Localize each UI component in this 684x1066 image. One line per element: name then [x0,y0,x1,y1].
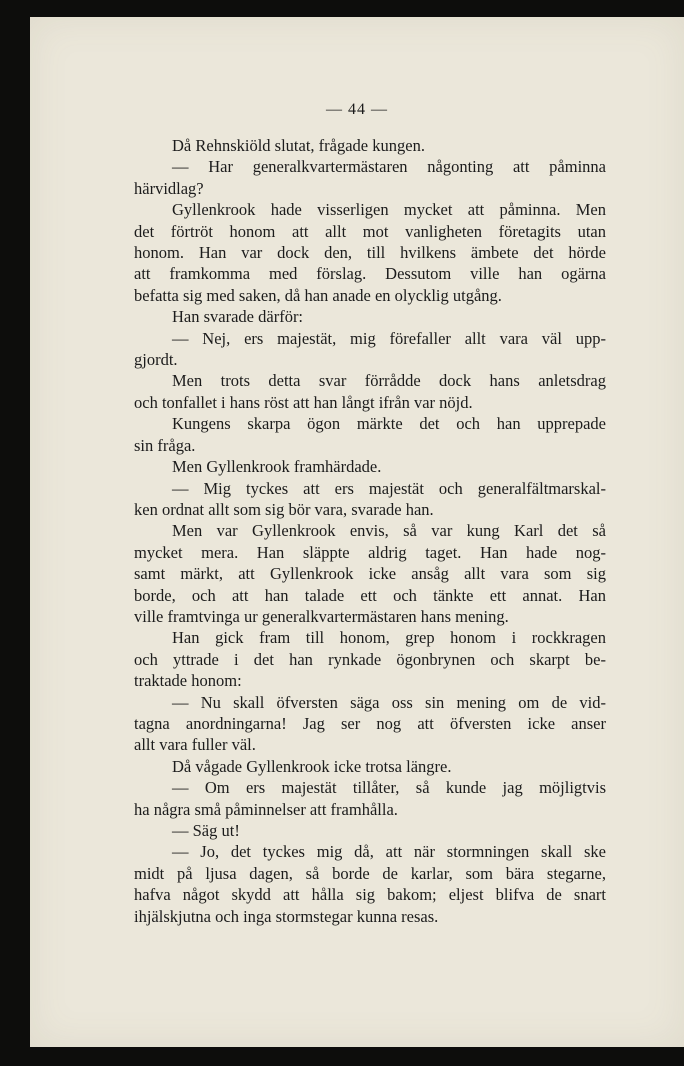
text-line: samt märkt, att Gyllenkrook icke ansåg allt vara som sig [134,564,606,584]
text-line: Men Gyllenkrook framhärdade. [172,457,382,477]
text-line: — Mig tyckes att ers majestät och generalfältmarskal- [172,478,606,498]
text-line: ken ordnat allt som sig bör vara, svarade han. [134,499,434,519]
text-line: Gyllenkrook hade visserligen mycket att påminna. Men [172,200,606,220]
text-line: traktade honom: [134,671,242,691]
text-line: hafva något skydd att hålla sig bakom; eljest blifva de snart [134,885,606,905]
text-line: honom. Han var dock den, till hvilkens ämbete det hörde [134,243,606,263]
text-line: ihjälskjutna och inga stormstegar kunna resas. [134,906,439,926]
text-line: Men var Gyllenkrook envis, så var kung Karl det så [172,521,606,541]
page-text [134,135,606,927]
text-line: Kungens skarpa ögon märkte det och han upprepade [172,414,606,434]
text-line: det förtröt honom att allt mot vanligheten företagits utan [134,221,606,241]
text-line: borde, och att han talade ett och tänkte ett annat. Han [134,585,606,605]
text-line: sin fråga. [134,435,196,455]
text-line: — Om ers majestät tillåter, så kunde jag möjligtvis [172,778,606,798]
text-line: Då Rehnskiöld slutat, frågade kungen. [172,136,425,155]
book-page [30,17,684,1047]
text-line: allt vara fuller väl. [134,735,256,755]
text-line: befatta sig med saken, då han anade en olycklig utgång. [134,285,502,305]
text-line: Då vågade Gyllenkrook icke trotsa längre. [172,756,452,776]
text-line: och tonfallet i hans röst att han långt ifrån var nöjd. [134,392,473,412]
text-line: mycket mera. Han släppte aldrig taget. Han hade nog- [134,542,606,562]
text-line: Han svarade därför: [172,307,304,327]
text-line: — Nej, ers majestät, mig förefaller allt vara väl upp- [172,328,606,348]
text-line: — Har generalkvartermästaren någonting att påminna [172,157,606,177]
text-line: — Nu skall öfversten säga oss sin mening om de vid- [172,692,606,712]
text-line: att framkomma med förslag. Dessutom ville han ogärna [134,264,606,284]
text-line: midt på ljusa dagen, så borde de karlar, som bära stegarne, [134,863,606,883]
text-line: — Jo, det tyckes mig då, att när stormningen skall ske [172,842,606,862]
text-line: ha några små påminnelser att framhålla. [134,799,398,819]
text-line: och yttrade i det han rynkade ögonbrynen och skarpt be- [134,649,606,669]
text-line: härvidlag? [134,178,204,198]
text-line: Men trots detta svar förrådde dock hans anletsdrag [172,371,606,391]
page-number: — 44 — [326,101,388,118]
text-line: Han gick fram till honom, grep honom i rockkragen [172,628,606,648]
text-line: — Säg ut! [172,821,240,840]
text-line: tagna anordningarna! Jag ser nog att öfversten icke anser [134,713,606,733]
text-line: ville framtvinga ur generalkvartermästaren hans mening. [134,606,509,626]
text-line: gjordt. [134,350,178,370]
